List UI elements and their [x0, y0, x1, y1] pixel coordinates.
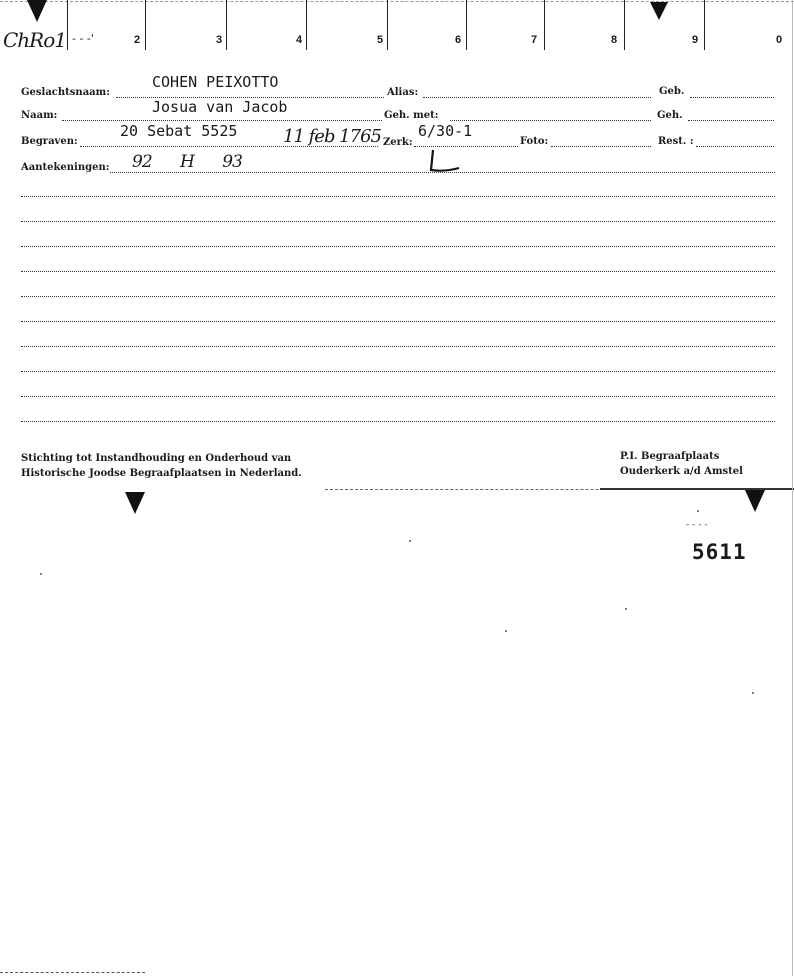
handwritten-note: 92 H 93: [132, 152, 242, 172]
dotted-line: [688, 120, 774, 121]
column-number: 5: [377, 34, 384, 46]
card-number: 5611: [692, 540, 747, 564]
rest-label: Rest. :: [658, 136, 694, 147]
pencil-marks: - - -': [72, 32, 94, 45]
blank-line: [21, 271, 775, 272]
column-number: 3: [216, 34, 223, 46]
blank-line: [21, 246, 775, 247]
begraven-value: 20 Sebat 5525: [120, 122, 238, 140]
blank-line: [21, 196, 775, 197]
column-number: 4: [296, 34, 303, 46]
footer-left-line1: Stichting tot Instandhouding en Onderhoud van: [21, 453, 292, 464]
scan-speck: [40, 573, 42, 575]
zerk-value: 6/30-1: [418, 122, 473, 140]
column-number: 2: [134, 34, 141, 46]
dotted-line: [414, 146, 518, 147]
column-divider: [145, 0, 146, 50]
zerk-label: Zerk:: [383, 137, 413, 148]
card-right-edge: [792, 0, 793, 976]
blank-line: [21, 296, 775, 297]
footer-right: [620, 449, 743, 479]
geslachtsnaam-label: Geslachtsnaam:: [21, 87, 110, 98]
footer-right-line2: Ouderkerk a/d Amstel: [620, 466, 743, 477]
scan-speck: [409, 540, 411, 542]
column-number: 8: [611, 34, 618, 46]
blank-line: [21, 396, 775, 397]
bottom-edge-marks: [0, 972, 145, 974]
pencil-marks: - - - -: [686, 520, 708, 530]
column-strip-top-border: [0, 1, 794, 3]
column-number: 6: [455, 34, 462, 46]
geh-met-label: Geh. met:: [384, 110, 439, 121]
dotted-line: [690, 97, 774, 98]
footer-left: [21, 451, 302, 481]
column-divider: [387, 0, 388, 50]
scan-speck: [752, 692, 754, 694]
geh-label: Geh.: [657, 110, 683, 121]
index-marker-icon: [650, 2, 668, 20]
dotted-line: [551, 146, 651, 147]
naam-label: Naam:: [21, 110, 58, 121]
column-number: 7: [531, 34, 538, 46]
index-marker-icon: [745, 490, 765, 512]
column-divider: [67, 0, 68, 50]
blank-line: [21, 346, 775, 347]
footer-left-line2: Historische Joodse Begraafplaatsen in Nederland.: [21, 468, 302, 479]
begraven-label: Begraven:: [21, 136, 78, 147]
dotted-line: [696, 146, 774, 147]
alias-label: Alias:: [387, 87, 419, 98]
blank-line: [21, 321, 775, 322]
column-number: 0: [776, 34, 783, 46]
blank-line: [21, 371, 775, 372]
handwritten-mark: [425, 148, 465, 178]
index-marker-icon: [125, 492, 145, 514]
column-number: 9: [692, 34, 699, 46]
dotted-line: [423, 97, 651, 98]
naam-value: Josua van Jacob: [152, 98, 288, 116]
handwritten-burial-date: 11 feb 1765: [283, 126, 381, 147]
blank-line: [21, 221, 775, 222]
geb-label: Geb.: [659, 86, 685, 97]
geslachtsnaam-value: COHEN PEIXOTTO: [152, 73, 279, 91]
aantekeningen-label: Aantekeningen:: [21, 162, 110, 173]
index-marker-icon: [27, 0, 47, 22]
scan-speck: [697, 510, 699, 512]
dotted-line: [450, 120, 651, 121]
column-divider: [466, 0, 467, 50]
dotted-line: [62, 120, 382, 121]
column-divider: [624, 0, 625, 50]
column-divider: [226, 0, 227, 50]
handwritten-card-code: ChRo1: [3, 28, 67, 52]
blank-line: [21, 421, 775, 422]
foto-label: Foto:: [520, 136, 549, 147]
column-divider: [544, 0, 545, 50]
scan-speck: [505, 630, 507, 632]
column-divider: [306, 0, 307, 50]
scan-speck: [625, 608, 627, 610]
column-divider: [704, 0, 705, 50]
footer-right-line1: P.I. Begraafplaats: [620, 451, 720, 462]
